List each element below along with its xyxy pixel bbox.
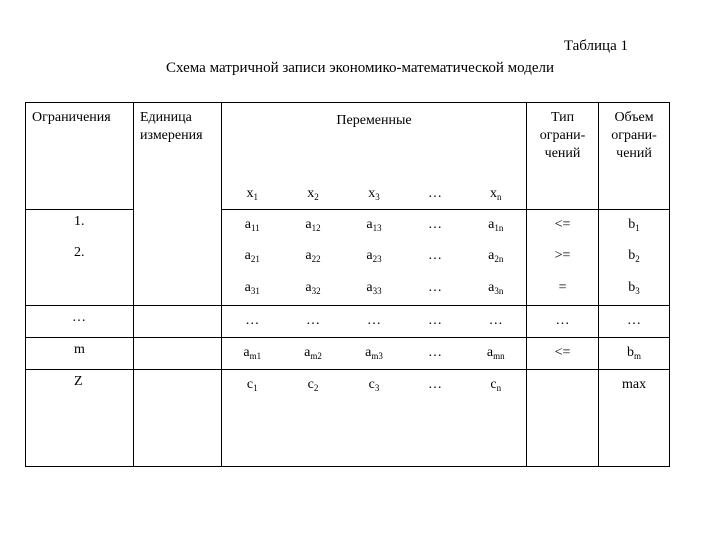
coef-cell (283, 338, 344, 370)
row-label: 2. (26, 241, 134, 273)
coef-index: 1 (253, 383, 258, 394)
volume-cell (599, 370, 670, 467)
coef-index: 3n (494, 286, 504, 297)
coef-base: … (306, 313, 320, 329)
coef-cell (283, 370, 344, 467)
coef-cell (466, 209, 527, 241)
coef-base: … (428, 216, 442, 232)
variable-name: x (246, 185, 254, 201)
variable-name: x (368, 185, 376, 201)
variable-name: x (307, 185, 315, 201)
coef-base: c (368, 377, 375, 393)
coef-cell (344, 370, 405, 467)
variable-index: 2 (314, 191, 319, 202)
coef-base: a (304, 345, 311, 361)
header-row (26, 103, 670, 179)
row-unit (134, 273, 222, 305)
constraint-row (26, 273, 670, 305)
coef-base: a (305, 248, 312, 264)
coef-cell (283, 306, 344, 338)
volume-index: 1 (635, 222, 640, 233)
variable-index: n (497, 191, 502, 202)
variable-cell (283, 179, 344, 209)
header-unit (134, 103, 222, 179)
row-unit (134, 338, 222, 370)
volume-base: … (627, 313, 642, 329)
header-type-line1: Тип (550, 110, 575, 125)
header-type-line3: чений (544, 146, 581, 161)
coef-cell (344, 273, 405, 305)
coef-cell (405, 370, 466, 467)
header-volume (599, 103, 670, 179)
coef-base: … (428, 345, 442, 361)
volume-base: b (628, 280, 636, 296)
coef-base: … (428, 377, 442, 393)
coef-index: 31 (250, 286, 260, 297)
coef-index: 1n (494, 222, 504, 233)
header-type-line2: ограни- (539, 128, 586, 143)
volume-index: 2 (635, 254, 640, 265)
coef-base: a (366, 248, 373, 264)
coef-base: a (488, 216, 495, 232)
variable-name: x (490, 185, 498, 201)
volume-base: max (621, 377, 647, 393)
volume-index: m (634, 351, 642, 362)
row-unit (134, 241, 222, 273)
coef-index: 32 (311, 286, 321, 297)
coef-base: … (428, 280, 442, 296)
constraint-row (26, 241, 670, 273)
coef-index: mn (493, 351, 505, 362)
coef-cell (344, 306, 405, 338)
coef-cell (283, 273, 344, 305)
row-unit (134, 306, 222, 338)
row-unit (134, 370, 222, 467)
coef-cell (466, 241, 527, 273)
volume-cell (599, 338, 670, 370)
header-volume-line1: Объем (614, 110, 654, 125)
volume-base: b (628, 216, 636, 232)
coef-base: a (243, 345, 250, 361)
coef-cell (405, 273, 466, 305)
coef-cell (405, 209, 466, 241)
variables-row-constraint-cell (26, 179, 134, 209)
header-constraints-text: Ограничения (32, 110, 111, 125)
variable-name: … (428, 185, 442, 201)
variable-cell (466, 179, 527, 209)
coef-base: a (244, 280, 251, 296)
coef-base: a (305, 280, 312, 296)
coef-index: 11 (251, 222, 260, 233)
coef-index: 21 (250, 254, 260, 265)
coef-base: … (367, 313, 381, 329)
row-label: m (26, 338, 134, 370)
type-cell: <= (527, 338, 599, 370)
coef-cell (405, 306, 466, 338)
variables-row-unit-cell (134, 179, 222, 209)
coef-cell (283, 209, 344, 241)
row-label (26, 273, 134, 305)
volume-cell (599, 273, 670, 305)
coef-index: 22 (311, 254, 321, 265)
type-cell: = (527, 273, 599, 305)
header-unit-line1: Единица (140, 110, 192, 125)
variable-index: 3 (375, 191, 380, 202)
row-unit (134, 209, 222, 241)
coef-base: … (245, 313, 260, 329)
variable-cell (222, 179, 283, 209)
coef-base: a (365, 345, 372, 361)
coef-index: 2n (494, 254, 504, 265)
coef-cell (222, 273, 283, 305)
coef-cell (222, 338, 283, 370)
volume-base: b (627, 345, 635, 361)
variable-index: 1 (253, 191, 258, 202)
header-type (527, 103, 599, 179)
row-label: … (26, 306, 134, 338)
coef-cell (222, 306, 283, 338)
coef-base: c (246, 377, 254, 393)
objective-row (26, 370, 670, 467)
coef-index: m2 (310, 351, 322, 362)
coef-cell (344, 241, 405, 273)
coef-cell (222, 209, 283, 241)
header-unit-line2: измерения (140, 128, 203, 143)
coef-base: a (244, 248, 251, 264)
constraint-row (26, 209, 670, 241)
variable-cell (405, 179, 466, 209)
coef-cell (283, 241, 344, 273)
type-cell: <= (527, 209, 599, 241)
coef-base: a (488, 280, 495, 296)
matrix-schema-table (25, 102, 670, 467)
table-number-label: Таблица 1 (563, 38, 628, 54)
coef-base: … (488, 313, 503, 329)
row-label: 1. (26, 209, 134, 241)
coef-index: n (496, 383, 502, 394)
header-volume-line2: ограни- (611, 128, 657, 143)
header-volume-line3: чений (616, 146, 652, 161)
coef-base: a (305, 216, 312, 232)
constraint-row (26, 306, 670, 338)
coef-base: a (488, 248, 495, 264)
coef-cell (466, 370, 527, 467)
coef-index: 2 (313, 383, 319, 394)
coef-index: 23 (372, 254, 382, 265)
volume-cell (599, 241, 670, 273)
header-variables-text: Переменные (336, 112, 412, 128)
coef-base: a (366, 216, 373, 232)
type-cell (527, 370, 599, 467)
coef-cell (222, 370, 283, 467)
coef-cell (222, 241, 283, 273)
coef-cell (466, 338, 527, 370)
coef-base: … (428, 313, 442, 329)
coef-index: m1 (249, 351, 262, 362)
coef-base: a (486, 345, 494, 361)
variables-row-type-cell (527, 179, 599, 209)
variables-row (26, 179, 670, 209)
constraint-row (26, 338, 670, 370)
volume-cell (599, 306, 670, 338)
coef-index: m3 (371, 351, 383, 362)
coef-index: 33 (372, 286, 382, 297)
coef-base: a (244, 216, 252, 232)
coef-base: … (428, 248, 442, 264)
coef-base: a (366, 280, 373, 296)
coef-cell (344, 209, 405, 241)
coef-index: 13 (372, 222, 382, 233)
volume-cell (599, 209, 670, 241)
row-label: Z (26, 370, 134, 467)
coef-cell (405, 241, 466, 273)
volume-index: 3 (635, 286, 640, 297)
variables-row-volume-cell (599, 179, 670, 209)
type-cell: >= (527, 241, 599, 273)
variable-cell (344, 179, 405, 209)
coef-base: c (490, 377, 497, 393)
table-title: Схема матричной записи экономико-математической модели (166, 60, 554, 76)
coef-cell (344, 338, 405, 370)
coef-base: c (307, 377, 314, 393)
coef-cell (466, 306, 527, 338)
coef-cell (405, 338, 466, 370)
coef-index: 12 (311, 222, 321, 233)
volume-base: b (628, 248, 636, 264)
header-constraints (26, 103, 134, 179)
coef-cell (466, 273, 527, 305)
header-variables (222, 103, 527, 179)
coef-index: 3 (374, 383, 380, 394)
type-cell: … (527, 306, 599, 338)
